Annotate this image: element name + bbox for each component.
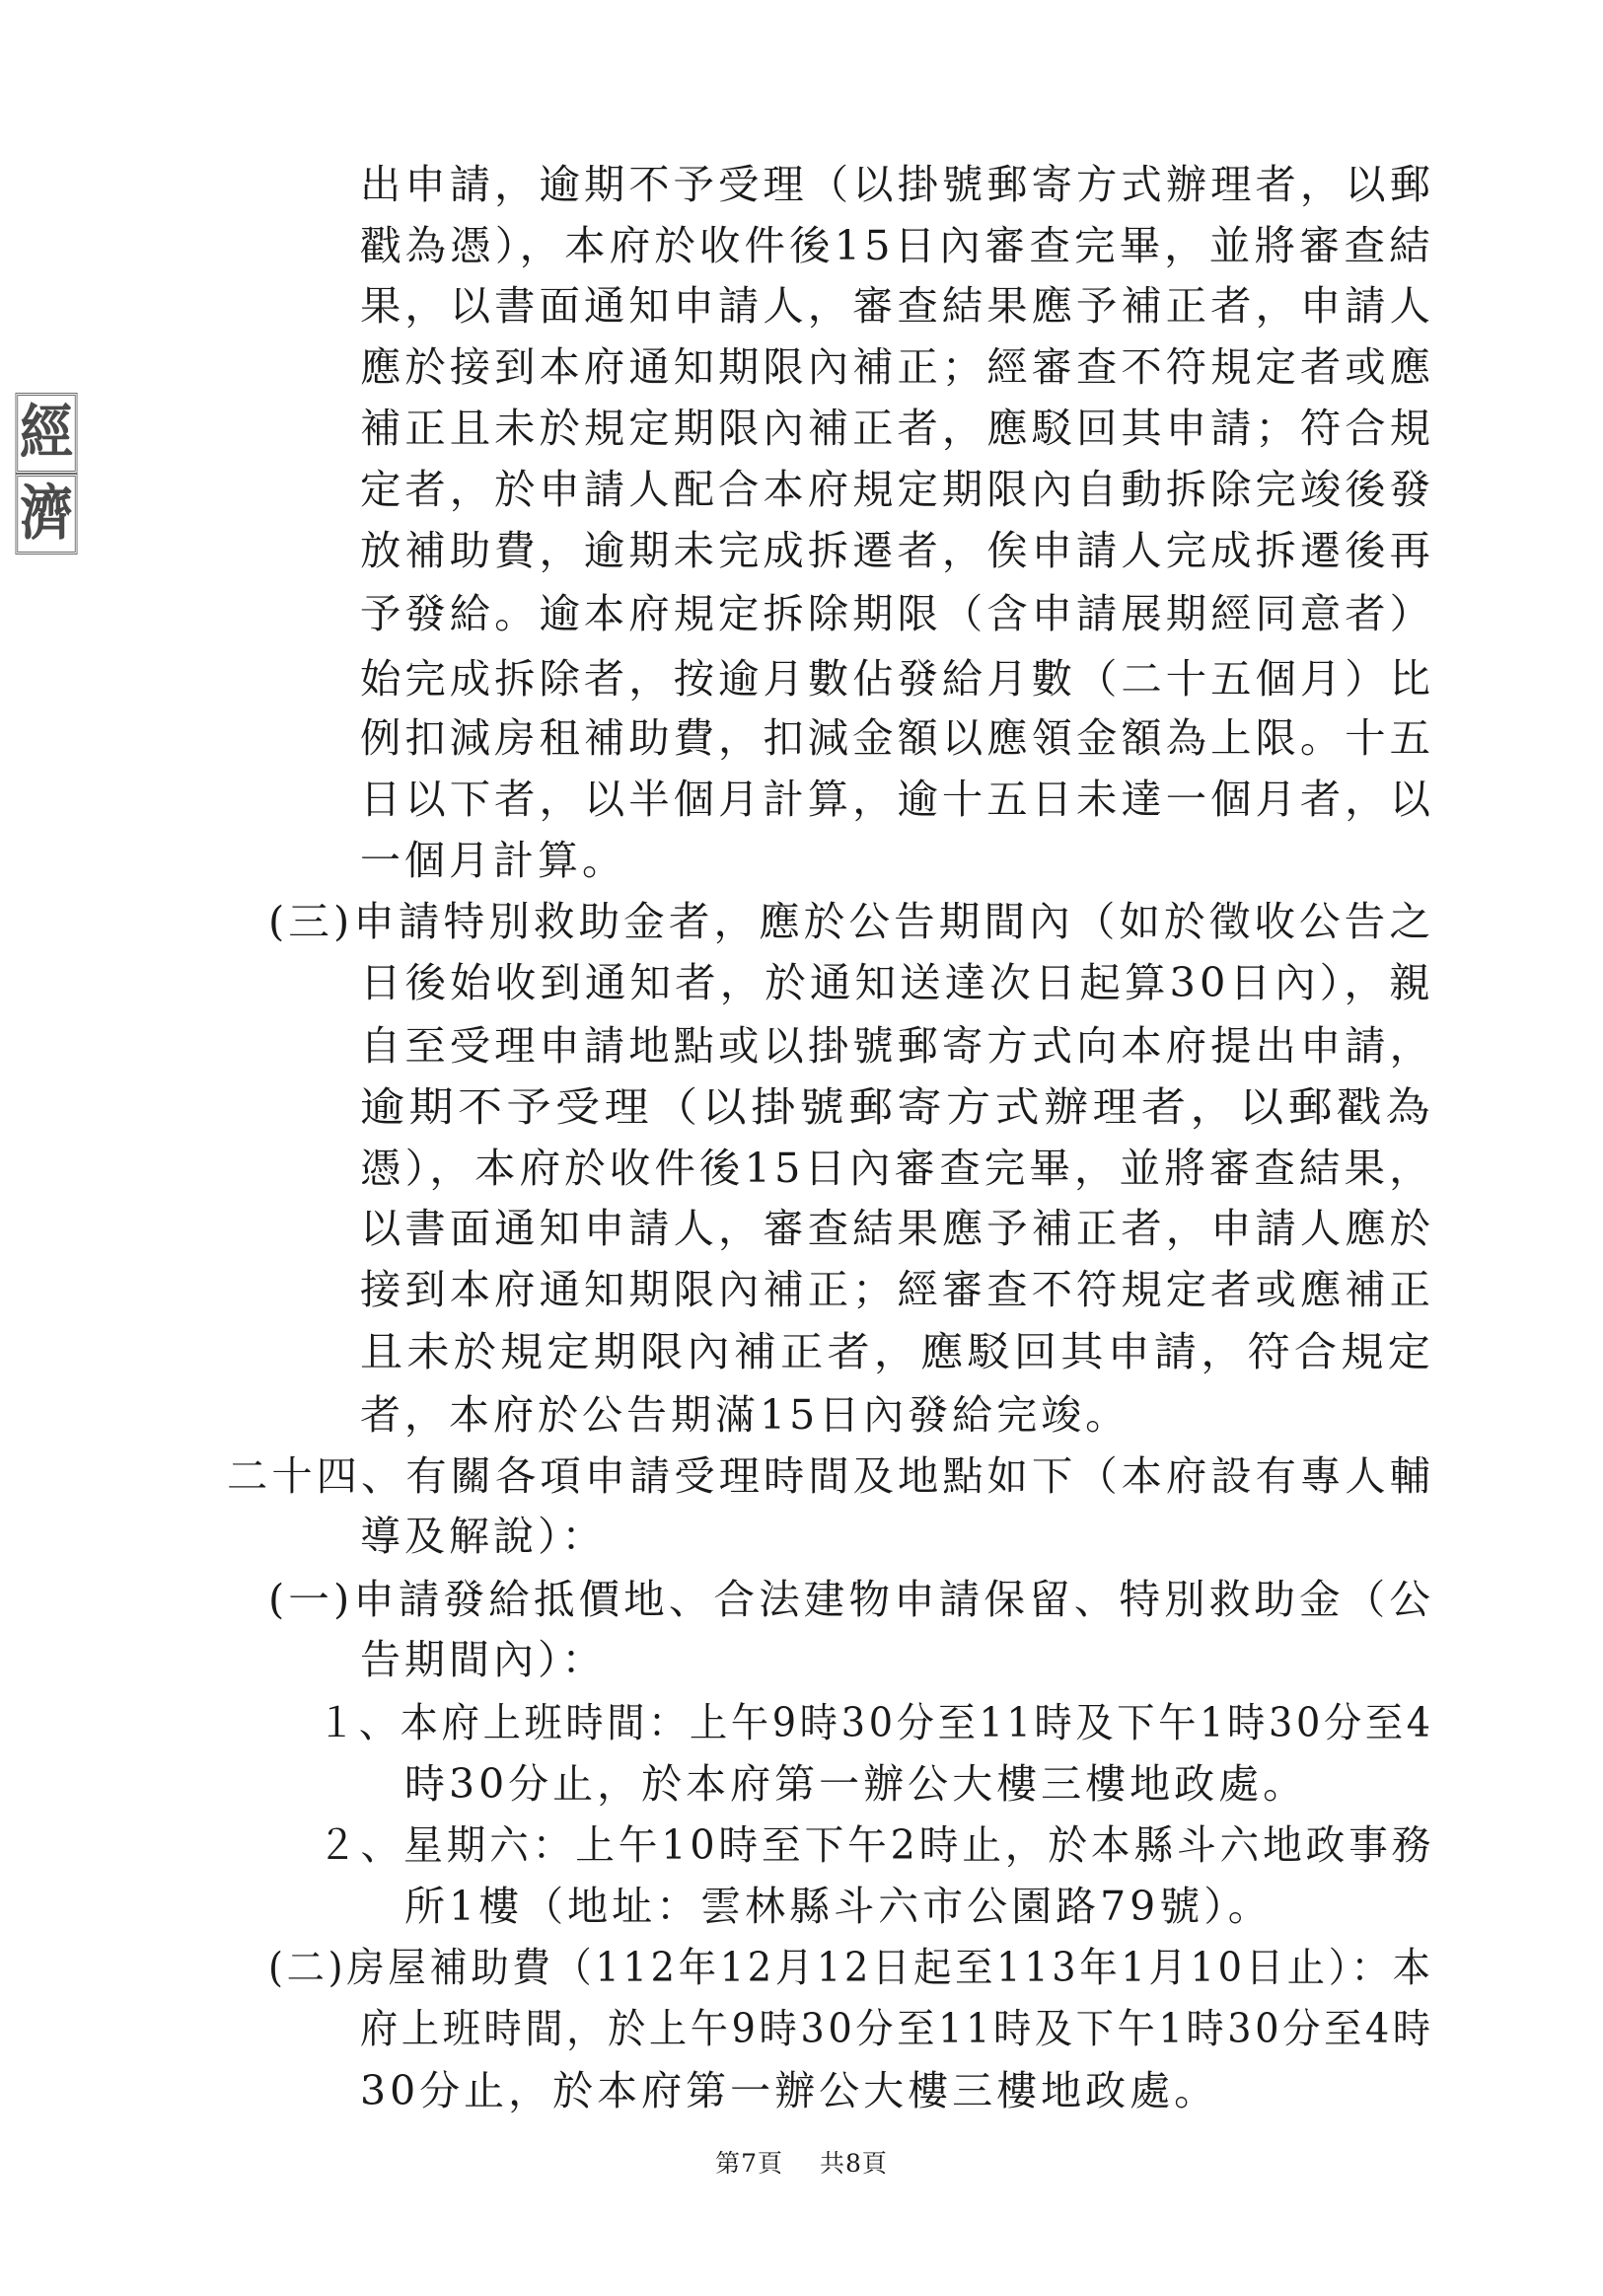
body-line: 以書面通知申請人，審查結果應予補正者，申請人應於 bbox=[360, 1205, 1434, 1252]
body-line: 定者，於申請人配合本府規定期限內自動拆除完竣後發 bbox=[360, 466, 1434, 513]
body-line: 告期間內）： bbox=[360, 1636, 607, 1683]
seal-char: 濟 bbox=[16, 474, 78, 555]
section-heading-line: (二)房屋補助費（112年12月12日起至113年1月10日止）：本 bbox=[268, 1944, 1434, 1991]
body-line: 30分止，於本府第一辦公大樓三樓地政處。 bbox=[360, 2067, 1219, 2114]
body-line: 自至受理申請地點或以掛號郵寄方式向本府提出申請， bbox=[360, 1022, 1434, 1070]
body-line: 出申請，逾期不予受理（以掛號郵寄方式辦理者，以郵 bbox=[360, 161, 1434, 208]
body-line: 一個月計算。 bbox=[360, 837, 626, 884]
body-line: 補正且未於規定期限內補正者，應駁回其申請；符合規 bbox=[360, 405, 1434, 452]
body-line: 逾期不予受理（以掛號郵寄方式辦理者，以郵戳為 bbox=[360, 1083, 1434, 1131]
body-line: 日後始收到通知者，於通知送達次日起算30日內），親 bbox=[360, 959, 1434, 1006]
article-heading-line: 二十四、有關各項申請受理時間及地點如下（本府設有專人輔 bbox=[227, 1452, 1434, 1500]
body-line: 府上班時間，於上午9時30分至11時及下午1時30分至4時 bbox=[360, 2005, 1434, 2052]
body-line: 憑），本府於收件後15日內審查完畢，並將審查結果， bbox=[360, 1145, 1434, 1192]
body-line: 例扣減房租補助費，扣減金額以應領金額為上限。十五 bbox=[360, 714, 1434, 762]
body-line: 果，以書面通知申請人，審查結果應予補正者，申請人 bbox=[360, 282, 1434, 330]
section-heading-line: (一)申請發給抵價地、合法建物申請保留、特別救助金（公 bbox=[268, 1576, 1434, 1623]
list-item-line: ２、星期六：上午10時至下午2時止，於本縣斗六地政事務 bbox=[318, 1821, 1435, 1869]
list-item-line: １、本府上班時間：上午9時30分至11時及下午1時30分至4 bbox=[318, 1699, 1434, 1746]
page-number-total: 共8頁 bbox=[819, 2149, 888, 2178]
body-line: 戳為憑），本府於收件後15日內審查完畢，並將審查結 bbox=[360, 222, 1434, 269]
seal-char: 經 bbox=[16, 393, 78, 474]
body-line: 所1樓（地址：雲林縣斗六市公園路79號）。 bbox=[404, 1883, 1273, 1930]
body-line: 接到本府通知期限內補正；經審查不符規定者或應補正 bbox=[360, 1266, 1434, 1313]
body-line: 時30分止，於本府第一辦公大樓三樓地政處。 bbox=[404, 1760, 1308, 1808]
body-line: 始完成拆除者，按逾月數佔發給月數（二十五個月）比 bbox=[360, 655, 1434, 703]
body-line: 放補助費，逾期未完成拆遷者，俟申請人完成拆遷後再 bbox=[360, 527, 1434, 574]
page-footer bbox=[0, 2147, 1603, 2181]
body-line: 且未於規定期限內補正者，應駁回其申請，符合規定 bbox=[360, 1328, 1435, 1375]
body-line: 應於接到本府通知期限內補正；經審查不符規定者或應 bbox=[360, 343, 1434, 391]
seal-stamp bbox=[14, 393, 79, 551]
section-heading-line: (三)申請特別救助金者，應於公告期間內（如於徵收公告之 bbox=[268, 898, 1434, 945]
body-line: 導及解說）： bbox=[360, 1513, 607, 1560]
body-line: 日以下者，以半個月計算，逾十五日未達一個月者，以 bbox=[360, 776, 1434, 823]
body-line: 者，本府於公告期滿15日內發給完竣。 bbox=[360, 1391, 1130, 1439]
page-number-current: 第7頁 bbox=[715, 2149, 784, 2178]
body-line: 予發給。逾本府規定拆除期限（含申請展期經同意者） bbox=[360, 590, 1434, 637]
